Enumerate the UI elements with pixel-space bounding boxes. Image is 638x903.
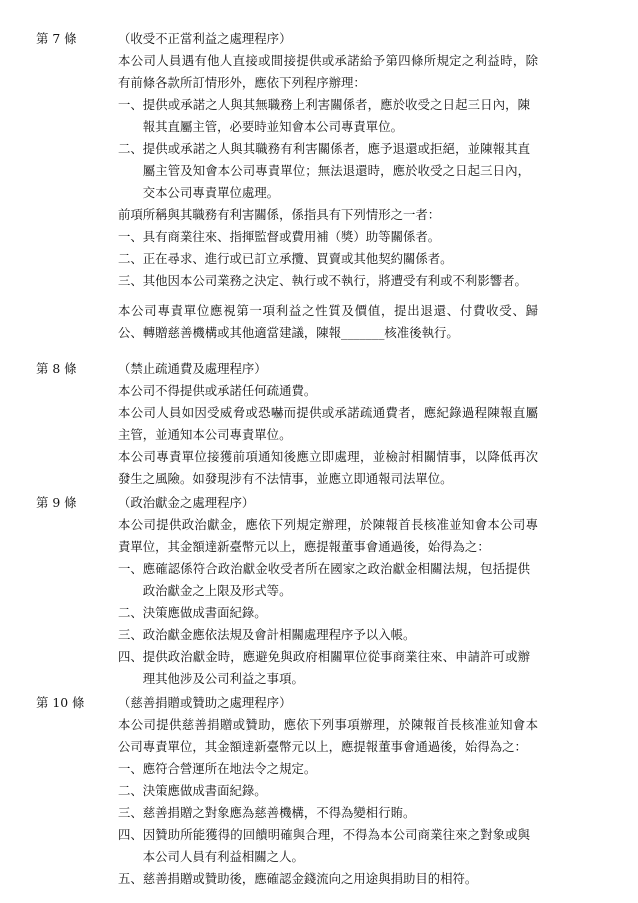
item-marker: 二、 xyxy=(118,251,143,266)
article-8 xyxy=(0,358,638,490)
item-text: 慈善捐贈之對象應為慈善機構，不得為變相行賄。 xyxy=(142,805,416,820)
list-item xyxy=(118,138,530,204)
article-title: （慈善捐贈或贊助之處理程序） xyxy=(118,695,292,710)
item-text: 其他因本公司業務之決定、執行或不執行，將遭受有利或不利影響者。 xyxy=(142,273,527,288)
item-text: 慈善捐贈或贊助後，應確認金錢流向之用途與捐助目的相符。 xyxy=(142,871,478,886)
paragraph: 本公司不得提供或承諾任何疏通費。 xyxy=(118,383,317,398)
list-item xyxy=(118,646,530,690)
article-10 xyxy=(0,692,638,890)
list-item xyxy=(118,226,530,248)
item-marker: 一、 xyxy=(118,761,143,776)
item-text: 應符合營運所在地法令之規定。 xyxy=(142,761,317,776)
list-item xyxy=(118,602,530,624)
item-text: 提供政治獻金時，應避免與政府相關單位從事商業往來、申請許可或辦理其他涉及公司利益之事項。 xyxy=(142,649,530,686)
list-item xyxy=(118,868,530,890)
article-7 xyxy=(0,28,638,344)
item-marker: 三、 xyxy=(118,805,143,820)
item-marker: 一、 xyxy=(118,229,143,244)
list-item xyxy=(118,758,530,780)
paragraph: 前項所稱與其職務有利害關係，係指具有下列情形之一者： xyxy=(118,207,441,222)
list-item xyxy=(118,802,530,824)
list-item xyxy=(118,824,530,868)
paragraph: 本公司人員如因受威脅或恐嚇而提供或承諾疏通費者，應紀錄過程陳報直屬主管，並通知本公司專責單位。 xyxy=(118,405,538,442)
list-item xyxy=(118,558,530,602)
paragraph: 本公司人員遇有他人直接或間接提供或承諾給予第四條所規定之利益時，除有前條各款所訂情形外，應依下列程序辦理： xyxy=(118,53,538,90)
item-text: 因贊助所能獲得的回饋明確與合理，不得為本公司商業往來之對象或與本公司人員有利益相關之人。 xyxy=(142,827,530,864)
item-text: 提供或承諾之人與其職務有利害關係者，應予退還或拒絕，並陳報其直屬主管及知會本公司專責單位；無法退還時，應於收受之日起三日內，交本公司專責單位處理。 xyxy=(142,141,530,200)
article-title: （政治獻金之處理程序） xyxy=(118,495,255,510)
item-marker: 一、 xyxy=(118,561,143,576)
item-marker: 五、 xyxy=(118,871,143,886)
paragraph: 本公司專責單位接獲前項通知後應立即處理，並檢討相關情事，以降低再次發生之風險。如發現涉有不法情事，並應立即通報司法單位。 xyxy=(118,449,538,486)
article-title: （收受不正當利益之處理程序） xyxy=(118,31,292,46)
list-item xyxy=(118,94,530,138)
item-text: 決策應做成書面紀錄。 xyxy=(142,783,267,798)
item-text: 決策應做成書面紀錄。 xyxy=(142,605,267,620)
item-marker: 一、 xyxy=(118,97,143,112)
item-text: 提供或承諾之人與其無職務上利害關係者，應於收受之日起三日內，陳報其直屬主管，必要時並知會本公司專責單位。 xyxy=(142,97,530,134)
item-text: 正在尋求、進行或已訂立承攬、買賣或其他契約關係者。 xyxy=(142,251,453,266)
item-text: 應確認係符合政治獻金收受者所在國家之政治獻金相關法規，包括提供政治獻金之上限及形式等。 xyxy=(142,561,530,598)
list-item xyxy=(118,780,530,802)
article-9 xyxy=(0,492,638,690)
list-item xyxy=(118,624,530,646)
item-marker: 二、 xyxy=(118,783,143,798)
article-number: 第 7 條 xyxy=(36,31,77,46)
document-page xyxy=(0,28,638,890)
paragraph: 本公司專責單位應視第一項利益之性質及價值，提出退還、付費收受、歸公、轉贈慈善機構或其他適當建議，陳報_______核准後執行。 xyxy=(118,303,538,340)
list-item xyxy=(118,248,530,270)
item-text: 政治獻金應依法規及會計相關處理程序予以入帳。 xyxy=(142,627,416,642)
article-number: 第 8 條 xyxy=(36,361,77,376)
item-marker: 三、 xyxy=(118,627,143,642)
item-marker: 三、 xyxy=(118,273,143,288)
paragraph: 本公司提供政治獻金，應依下列規定辦理，於陳報首長核准並知會本公司專責單位，其金額達新臺幣元以上，應提報董事會通過後，始得為之： xyxy=(118,517,538,554)
item-marker: 四、 xyxy=(118,649,143,664)
article-number: 第 9 條 xyxy=(36,495,77,510)
item-marker: 二、 xyxy=(118,605,143,620)
list-item xyxy=(118,270,530,292)
article-title: （禁止疏通費及處理程序） xyxy=(118,361,267,376)
article-number: 第 10 條 xyxy=(36,695,85,710)
item-text: 具有商業往來、指揮監督或費用補（獎）助等關係者。 xyxy=(142,229,441,244)
item-marker: 二、 xyxy=(118,141,143,156)
paragraph: 本公司提供慈善捐贈或贊助，應依下列事項辦理，於陳報首長核准並知會本公司專責單位，其金額達新臺幣元以上，應提報董事會通過後，始得為之： xyxy=(118,717,538,754)
item-marker: 四、 xyxy=(118,827,143,842)
